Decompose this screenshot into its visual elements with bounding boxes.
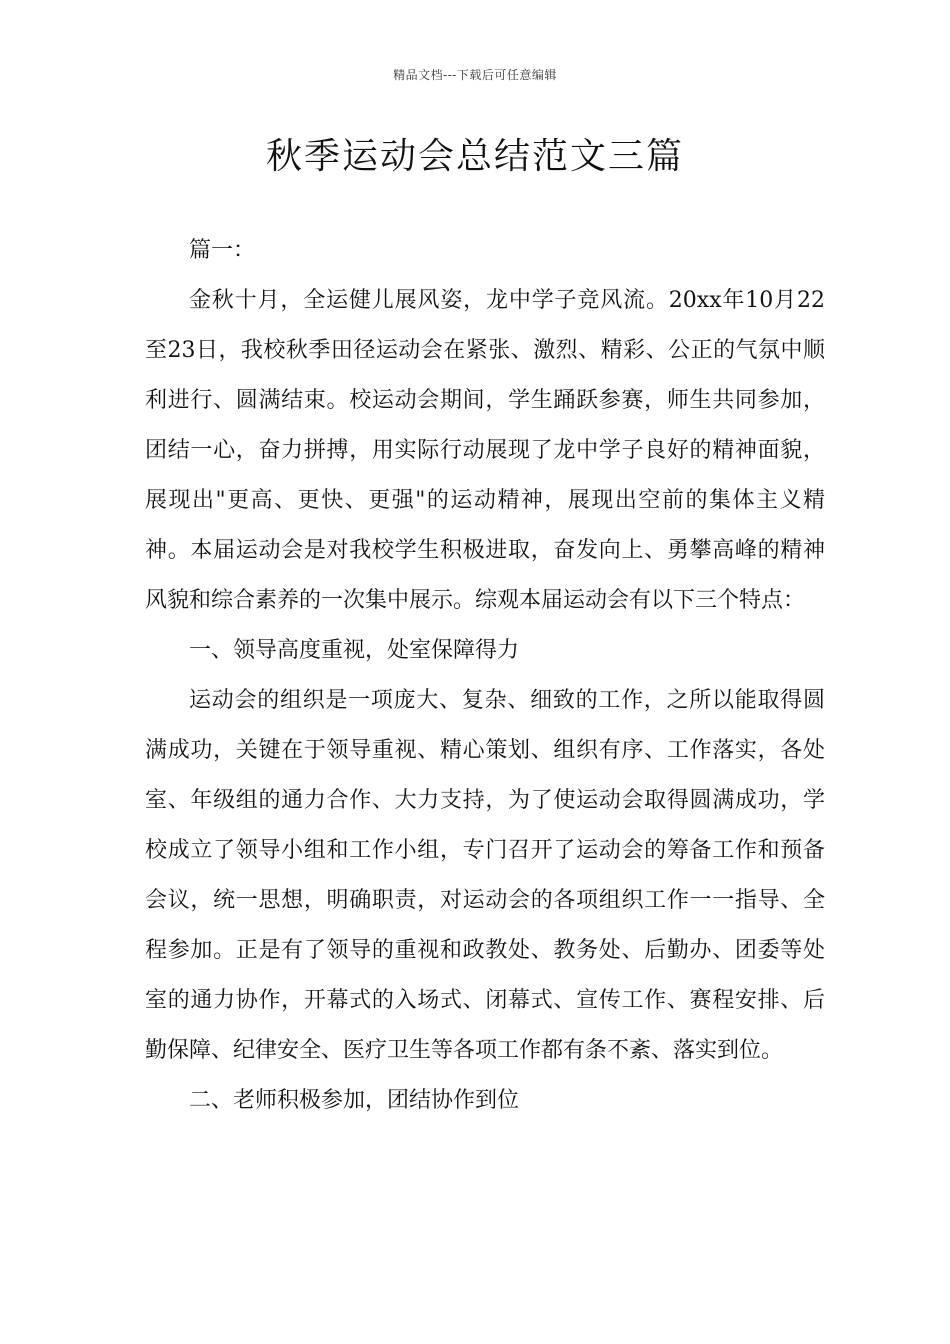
paragraph: 运动会的组织是一项庞大、复杂、细致的工作，之所以能取得圆满成功，关键在于领导重视、精心策划、组织有序、工作落实，各处室、年级组的通力合作、大力支持，为了使运动会取得圆满成功，学校成立了领导小组和工作小组，专门召开了运动会的筹备工作和预备会议，统一思想，明确职责，对运动会的各项组织工作一一指导、全程参加。正是有了领导的重视和政教处、教务处、后勤办、团委等处室的通力协作，开幕式的入场式、闭幕式、宣传工作、赛程安排、后勤保障、纪律安全、医疗卫生等各项工作都有条不紊、落实到位。	[145, 688, 825, 1063]
section-label: 篇一：	[189, 238, 256, 263]
section-heading: 一、领导高度重视，处室保障得力	[189, 638, 520, 663]
header-note: 精品文档---下载后可任意编辑	[393, 68, 557, 82]
paragraph: 金秋十月，全运健儿展风姿，龙中学子竞风流。20xx年10月22至23日，我校秋季田径运动会在紧张、激烈、精彩、公正的气氛中顺利进行、圆满结束。校运动会期间，学生踊跃参赛，师生共同参加，团结一心，奋力拼搏，用实际行动展现了龙中学子良好的精神面貌，展现出"更高、更快、更强"的运动精神，展现出空前的集体主义精神。本届运动会是对我校学生积极进取，奋发向上、勇攀高峰的精神风貌和综合素养的一次集中展示。综观本届运动会有以下三个特点：	[145, 288, 825, 613]
document-title: 秋季运动会总结范文三篇	[265, 136, 684, 177]
document-body	[145, 226, 825, 1126]
section-heading: 二、老师积极参加，团结协作到位	[189, 1088, 520, 1113]
